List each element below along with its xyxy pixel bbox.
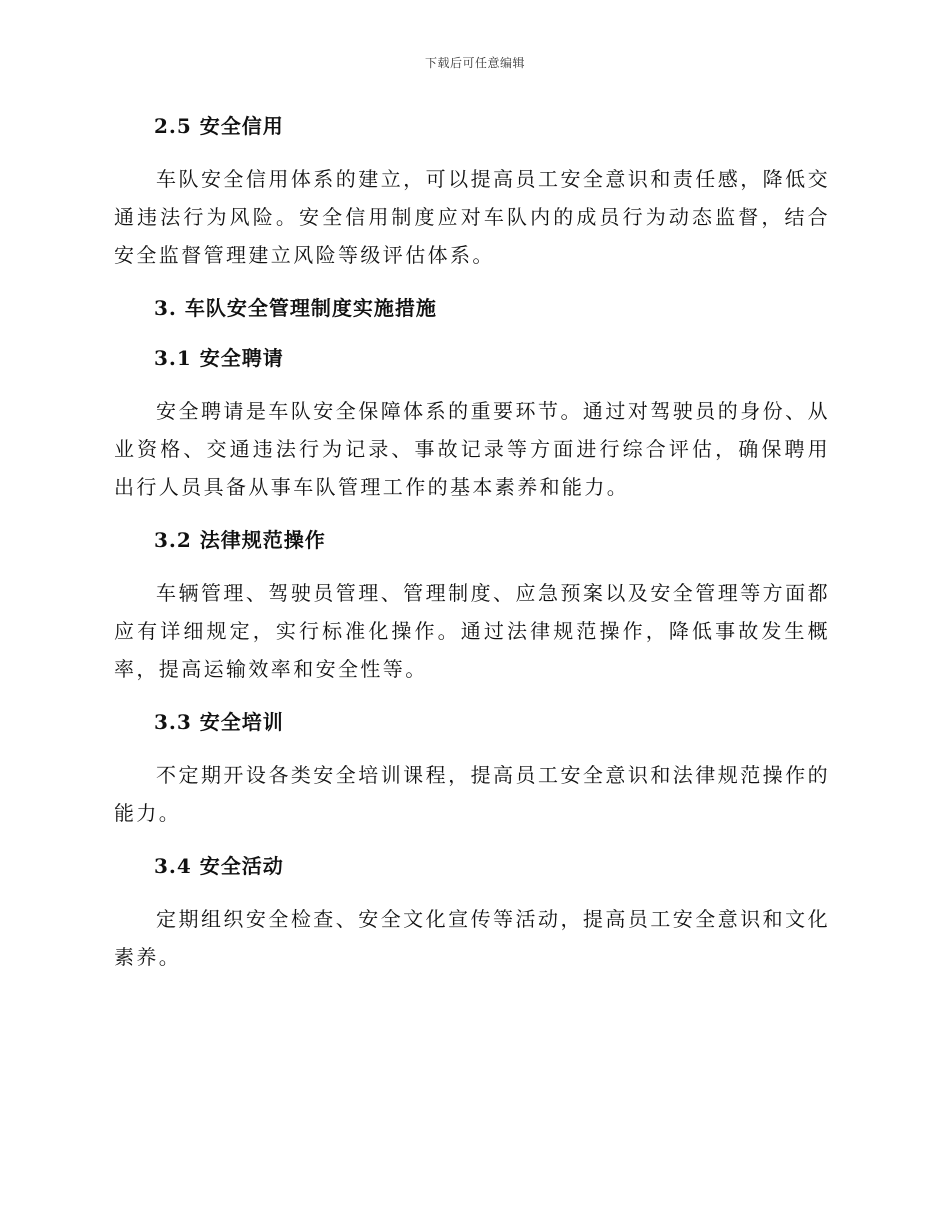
section-heading-3-1: 3.1 安全聘请 <box>154 346 284 370</box>
section-paragraph-3-4: 定期组织安全检查、安全文化宣传等活动，提高员工安全意识和文化素养。 <box>114 907 830 969</box>
section-paragraph-3-3: 不定期开设各类安全培训课程，提高员工安全意识和法律规范操作的能力。 <box>114 763 830 825</box>
section-paragraph-3-2: 车辆管理、驾驶员管理、管理制度、应急预案以及安全管理等方面都应有详细规定，实行标准化操作。通过法律规范操作，降低事故发生概率，提高运输效率和安全性等。 <box>114 581 830 681</box>
section-paragraph-3-1: 安全聘请是车队安全保障体系的重要环节。通过对驾驶员的身份、从业资格、交通违法行为记录、事故记录等方面进行综合评估，确保聘用出行人员具备从事车队管理工作的基本素养和能力。 <box>114 399 830 499</box>
section-heading-3-3: 3.3 安全培训 <box>154 710 284 734</box>
section-heading-3-2: 3.2 法律规范操作 <box>154 528 326 552</box>
section-heading-3-4: 3.4 安全活动 <box>154 854 284 878</box>
section-heading-2-5: 2.5 安全信用 <box>154 114 284 138</box>
section-paragraph-2-5: 车队安全信用体系的建立，可以提高员工安全意识和责任感，降低交通违法行为风险。安全信用制度应对车队内的成员行为动态监督，结合安全监督管理建立风险等级评估体系。 <box>114 167 830 267</box>
header-note: 下载后可任意编辑 <box>424 56 525 70</box>
section-heading-3: 3. 车队安全管理制度实施措施 <box>154 296 437 320</box>
document-body <box>114 106 830 976</box>
